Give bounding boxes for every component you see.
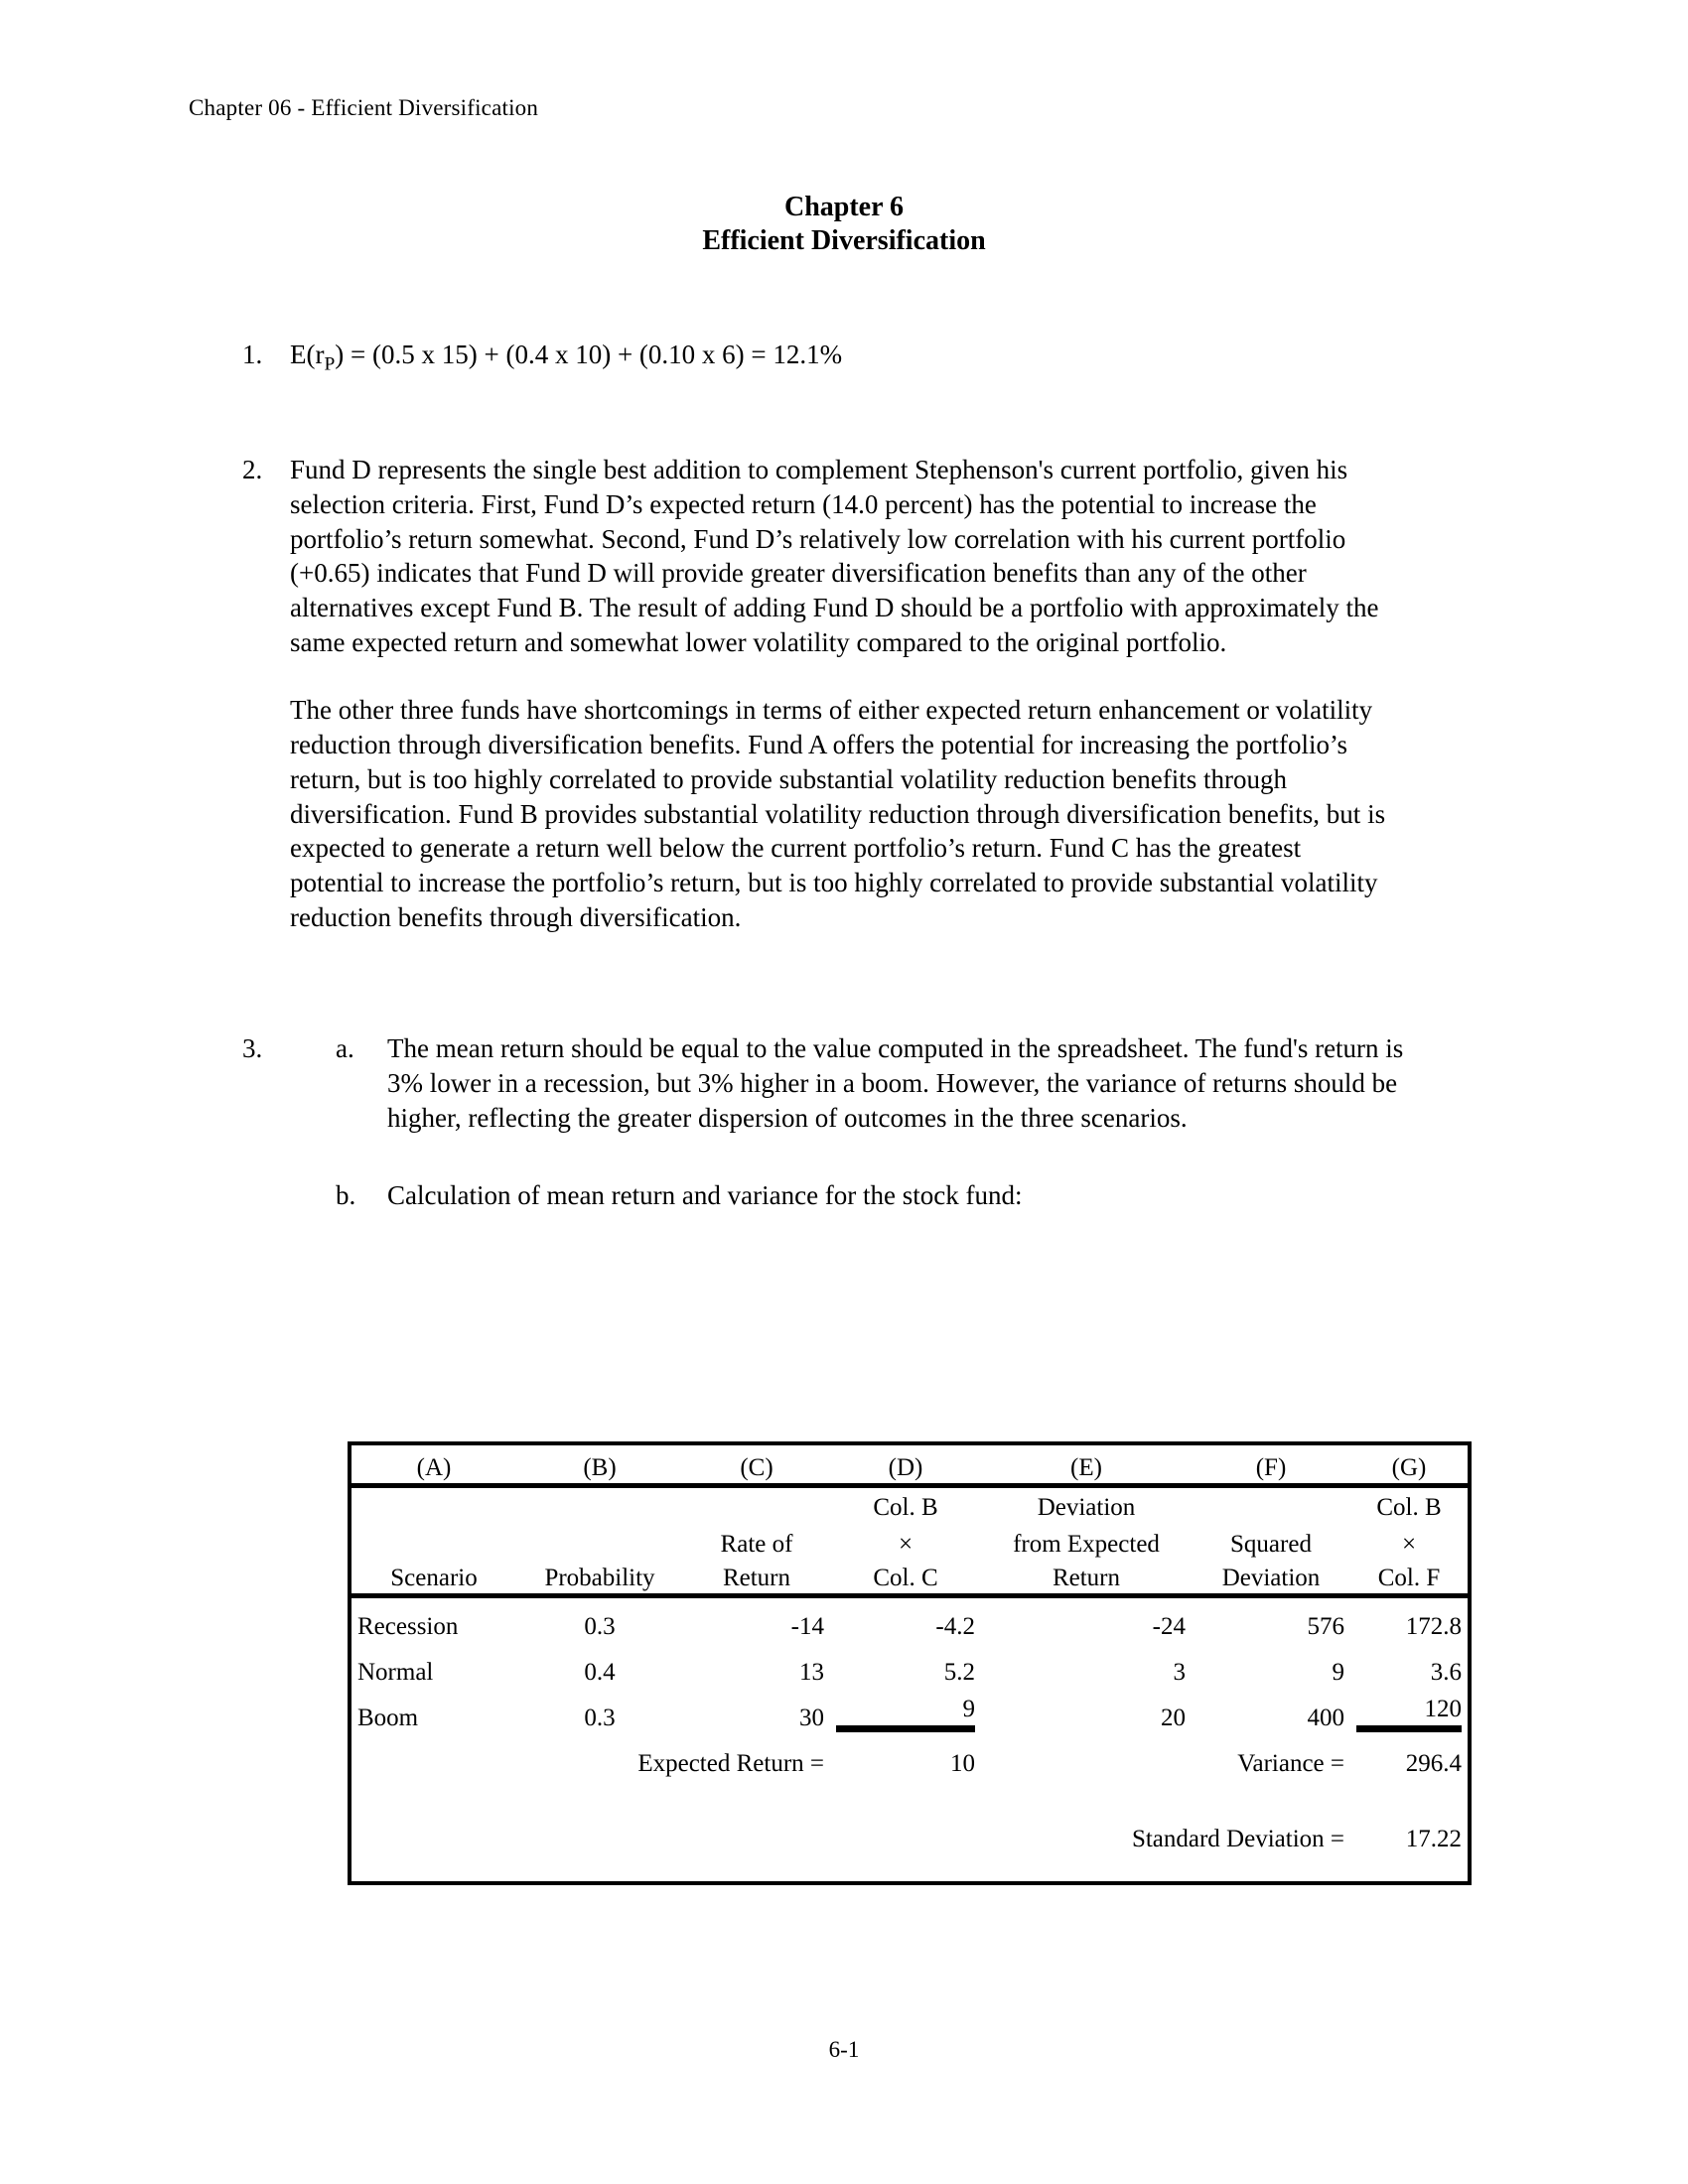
header-scenario: Scenario	[350, 1559, 516, 1595]
stddev-blank-a	[350, 1808, 516, 1853]
document-body	[0, 338, 1688, 1213]
item-2-body	[290, 453, 1394, 934]
sub-item-b-marker: b.	[336, 1180, 356, 1211]
item-3-sublist	[336, 1031, 1418, 1213]
table-column-letter-row	[350, 1443, 1470, 1485]
row-2-b-times-f: 3.6	[1430, 1658, 1462, 1686]
formula-rest: ) = (0.5 x 15) + (0.4 x 10) + (0.10 x 6) = 12.1%	[335, 340, 843, 369]
row-2-deviation: 3	[1173, 1658, 1186, 1686]
column-letter-a: (A)	[350, 1443, 516, 1485]
page-title	[0, 191, 1688, 259]
numbered-item-2	[0, 453, 1688, 934]
header-deviation: Deviation	[1192, 1559, 1350, 1595]
numbered-item-1	[0, 338, 1688, 377]
header-c-line1	[683, 1485, 830, 1522]
header-e-line2: from Expected	[1013, 1530, 1160, 1558]
item-2-paragraph-2: The other three funds have shortcomings in terms of either expected return enhancement or volatility reduction through diversification benefits. Fund A offers the potential for increasing the portfolio’s return, but is too highly correlated to provide substantial volatility reduction benefits through diversification. Fund B provides substantial volatility reduction through diversification benefits, but is expected to generate a return well below the current portfolio’s return. Fund C has the greatest potential to increase the portfolio’s return, but is too highly correlated to provide substantial volatility reduction benefits through diversification.	[290, 695, 1386, 932]
stddev-blank-c	[683, 1808, 830, 1853]
summary-blank-a	[350, 1732, 516, 1778]
expected-return-value: 10	[950, 1749, 975, 1777]
column-letter-g: (G)	[1350, 1443, 1470, 1485]
stock-fund-calculation-table-wrapper	[348, 1441, 1468, 1885]
sub-item-b-text: Calculation of mean return and variance for the stock fund:	[387, 1180, 1023, 1211]
row-3-squared-deviation: 400	[1307, 1704, 1344, 1731]
row-3-b-times-f	[1350, 1687, 1470, 1732]
header-d-line1: Col. B	[873, 1493, 938, 1521]
column-letter-c: (C)	[683, 1443, 830, 1485]
variance-value: 296.4	[1405, 1749, 1462, 1777]
variance-label: Variance =	[1237, 1749, 1344, 1777]
column-letter-b: (B)	[516, 1443, 683, 1485]
table-bottom-spacer-row	[350, 1853, 1470, 1883]
column-letter-d: (D)	[830, 1443, 981, 1485]
table-summary-row-expected-return	[350, 1732, 1470, 1778]
formula-subscript: P	[324, 353, 336, 375]
item-1-formula	[290, 338, 1432, 377]
header-probability: Probability	[516, 1559, 683, 1595]
header-rate-of-return: Return	[683, 1559, 830, 1595]
header-a-line2	[350, 1522, 516, 1559]
row-3-deviation: 20	[1161, 1704, 1186, 1731]
sub-item-a	[336, 1031, 1418, 1135]
header-g-line2: ×	[1401, 1530, 1417, 1558]
row-2-scenario: Normal	[357, 1658, 434, 1686]
header-g-line1: Col. B	[1376, 1493, 1442, 1521]
stddev-blank-d	[830, 1808, 981, 1853]
row-2-probability: 0.4	[584, 1658, 616, 1686]
row-1-b-times-f: 172.8	[1405, 1612, 1462, 1640]
row-1-b-times-c: -4.2	[935, 1612, 975, 1640]
table-header-line-2	[350, 1522, 1470, 1559]
title-line-2: Efficient Diversification	[702, 225, 986, 257]
table-row	[350, 1595, 1470, 1641]
header-a-line1	[350, 1485, 516, 1522]
table-row	[350, 1687, 1470, 1732]
row-2-rate-of-return: 13	[799, 1658, 824, 1686]
row-3-b-times-c	[830, 1687, 981, 1732]
header-col-f: Col. F	[1350, 1559, 1470, 1595]
item-2-paragraph-1: Fund D represents the single best addition to complement Stephenson's current portfolio, given his selection criteria. First, Fund D’s expected return (14.0 percent) has the potential to increase the portfolio’s return somewhat. Second, Fund D’s relatively low correlation with his current portfolio (+0.65) indicates that Fund D will provide greater diversification benefits than any of the other alternatives except Fund B. The result of adding Fund D should be a portfolio with approximately the same expected return and somewhat lower volatility compared to the original portfolio.	[290, 455, 1379, 657]
header-b-line2	[516, 1522, 683, 1559]
row-3-scenario: Boom	[357, 1704, 419, 1731]
numbered-item-3	[0, 1031, 1688, 1213]
item-1-marker: 1.	[242, 340, 263, 369]
row-1-scenario: Recession	[357, 1612, 459, 1640]
row-3-b-times-f-underlined: 120	[1356, 1695, 1462, 1733]
stddev-blank-b	[516, 1808, 683, 1853]
row-1-probability: 0.3	[584, 1612, 616, 1640]
table-spacer-row	[350, 1778, 1470, 1808]
row-3-rate-of-return: 30	[799, 1704, 824, 1731]
row-3-b-times-c-underlined: 9	[836, 1695, 975, 1733]
row-2-b-times-c: 5.2	[943, 1658, 975, 1686]
item-2-marker: 2.	[242, 455, 263, 485]
row-3-probability: 0.3	[584, 1704, 616, 1731]
running-header: Chapter 06 - Efficient Diversification	[189, 95, 539, 120]
header-d-line2: ×	[898, 1530, 914, 1558]
sub-item-a-marker: a.	[336, 1033, 354, 1064]
header-return: Return	[981, 1559, 1192, 1595]
header-col-c: Col. C	[830, 1559, 981, 1595]
standard-deviation-value: 17.22	[1405, 1825, 1462, 1852]
header-c-line2: Rate of	[720, 1530, 793, 1558]
table-header-line-3	[350, 1559, 1470, 1595]
column-letter-e: (E)	[981, 1443, 1192, 1485]
header-f-line1	[1192, 1485, 1350, 1522]
stock-fund-calculation-table	[348, 1441, 1472, 1885]
summary-blank-e	[981, 1732, 1192, 1778]
title-line-1: Chapter 6	[783, 192, 905, 222]
row-1-squared-deviation: 576	[1307, 1612, 1344, 1640]
sub-item-a-text: The mean return should be equal to the value computed in the spreadsheet. The fund's return is 3% lower in a recession, but 3% higher in a boom. However, the variance of returns should be higher, reflecting the greater dispersion of outcomes in the three scenarios.	[387, 1033, 1404, 1133]
standard-deviation-label: Standard Deviation =	[1131, 1825, 1344, 1852]
page-footer	[0, 2037, 1688, 2063]
header-e-line1: Deviation	[1037, 1493, 1136, 1521]
table-summary-row-standard-deviation	[350, 1808, 1470, 1853]
table-row	[350, 1641, 1470, 1687]
table-header-line-1	[350, 1485, 1470, 1522]
header-f-line2: Squared	[1230, 1530, 1312, 1558]
row-2-squared-deviation: 9	[1332, 1658, 1344, 1686]
sub-item-b	[336, 1178, 1418, 1213]
page-number: 6-1	[828, 2037, 860, 2062]
item-3-marker: 3.	[242, 1033, 263, 1064]
row-1-rate-of-return: -14	[790, 1612, 824, 1640]
formula-prefix: E(r	[290, 340, 325, 369]
column-letter-f: (F)	[1192, 1443, 1350, 1485]
header-b-line1	[516, 1485, 683, 1522]
expected-return-label: Expected Return =	[637, 1749, 824, 1777]
row-1-deviation: -24	[1152, 1612, 1186, 1640]
